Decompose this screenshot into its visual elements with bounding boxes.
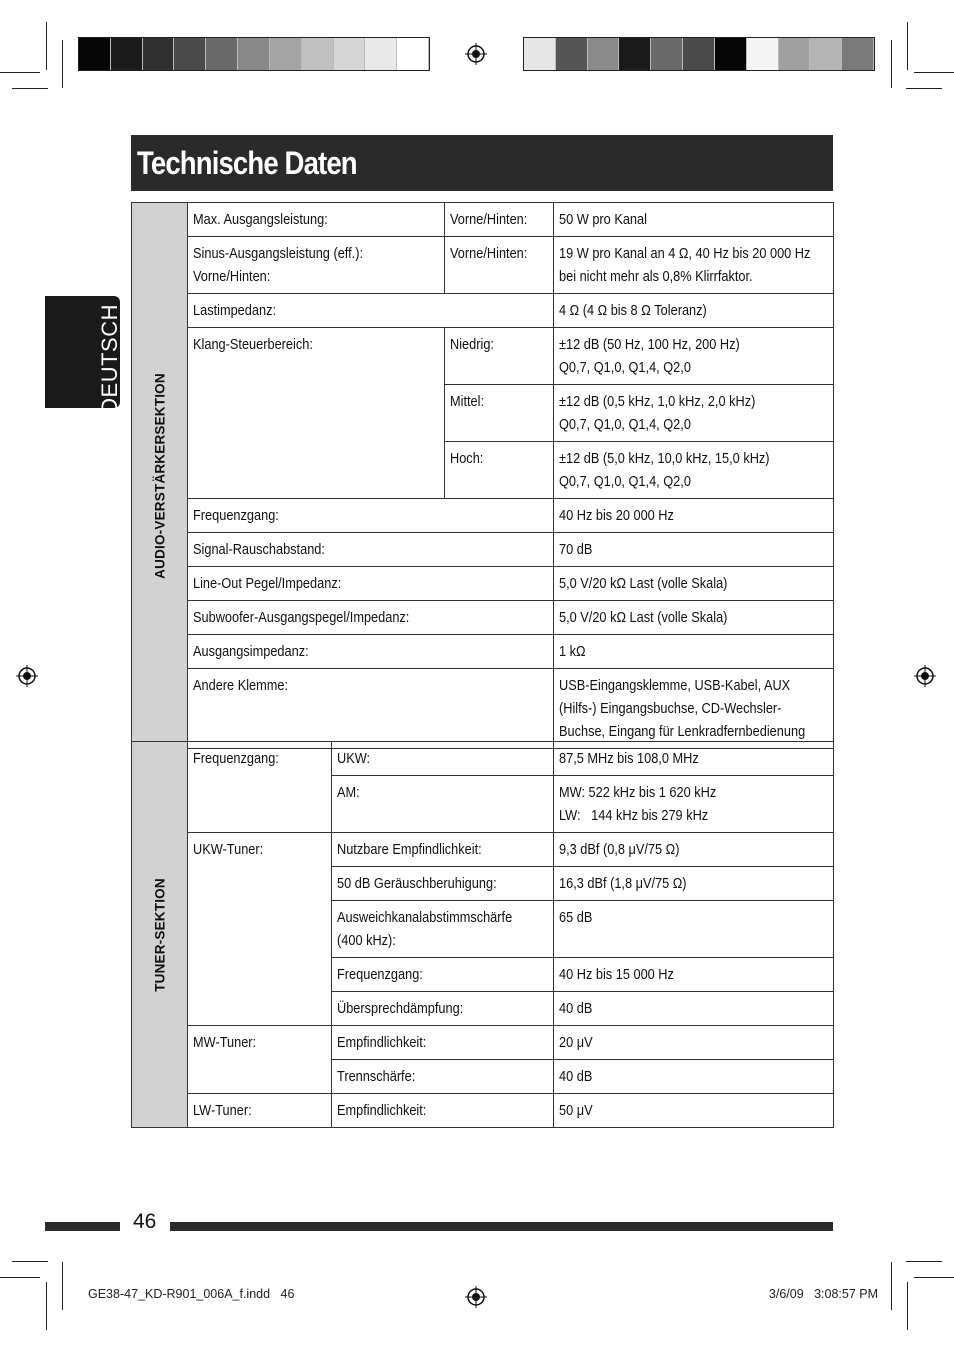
crop-mark <box>914 72 954 73</box>
crop-mark <box>12 1261 48 1262</box>
spec-sublabel: Hoch: <box>445 442 554 499</box>
crop-mark <box>906 1261 942 1262</box>
spec-label: Lastimpedanz: <box>188 294 554 328</box>
section-label: TUNER-SEKTION <box>152 877 167 992</box>
spec-sublabel: Vorne/Hinten: <box>445 237 554 294</box>
spec-label: Subwoofer-Ausgangspegel/Impedanz: <box>188 601 554 635</box>
color-swatch <box>397 38 429 70</box>
color-swatch <box>810 38 842 70</box>
spec-sublabel: Ausweichkanalabstimmschärfe (400 kHz): <box>332 901 554 958</box>
spec-value: MW: 522 kHz bis 1 620 kHz LW: 144 kHz bis 279 kHz <box>554 776 834 833</box>
color-swatch <box>556 38 588 70</box>
spec-value: 4 Ω (4 Ω bis 8 Ω Toleranz) <box>554 294 834 328</box>
crop-mark <box>891 1262 892 1310</box>
spec-value: 87,5 MHz bis 108,0 MHz <box>554 742 834 776</box>
color-swatch <box>206 38 238 70</box>
spec-label: Frequenzgang: <box>188 742 332 833</box>
page-title: Technische Daten <box>137 145 357 181</box>
spec-value: 40 Hz bis 15 000 Hz <box>554 958 834 992</box>
color-swatch <box>302 38 334 70</box>
spec-sublabel: Empfindlichkeit: <box>332 1094 554 1128</box>
spec-value: 5,0 V/20 kΩ Last (volle Skala) <box>554 601 834 635</box>
crop-mark <box>62 40 63 88</box>
grayscale-bar-right <box>523 37 875 71</box>
tuner-spec-table <box>131 741 834 1128</box>
spec-sublabel: Nutzbare Empfindlichkeit: <box>332 833 554 867</box>
color-swatch <box>270 38 302 70</box>
spec-label: UKW-Tuner: <box>188 833 332 1026</box>
color-swatch <box>174 38 206 70</box>
registration-target-icon <box>16 665 38 687</box>
crop-mark <box>46 1282 47 1330</box>
spec-label: Line-Out Pegel/Impedanz: <box>188 567 554 601</box>
color-swatch <box>651 38 683 70</box>
spec-sublabel: UKW: <box>332 742 554 776</box>
section-label: AUDIO-VERSTÄRKERSEKTION <box>152 372 167 579</box>
grayscale-bar-left <box>78 37 430 71</box>
spec-value: 16,3 dBf (1,8 μV/75 Ω) <box>554 867 834 901</box>
spec-label: Andere Klemme: <box>188 669 554 749</box>
section-label-cell <box>132 203 188 749</box>
spec-label: MW-Tuner: <box>188 1026 332 1094</box>
spec-value: 50 W pro Kanal <box>554 203 834 237</box>
color-swatch <box>238 38 270 70</box>
spec-sublabel: 50 dB Geräuschberuhigung: <box>332 867 554 901</box>
spec-value: 19 W pro Kanal an 4 Ω, 40 Hz bis 20 000 Hz bei nicht mehr als 0,8% Klirrfaktor. <box>554 237 834 294</box>
color-swatch <box>842 38 874 70</box>
color-swatch <box>524 38 556 70</box>
crop-mark <box>46 22 47 70</box>
crop-mark <box>891 40 892 88</box>
footer-rule-left <box>45 1222 120 1231</box>
color-swatch <box>619 38 651 70</box>
footer-rule-right <box>170 1222 833 1231</box>
spec-sublabel: Niedrig: <box>445 328 554 385</box>
spec-value: ±12 dB (0,5 kHz, 1,0 kHz, 2,0 kHz) Q0,7, Q1,0, Q1,4, Q2,0 <box>554 385 834 442</box>
spec-value: 40 dB <box>554 992 834 1026</box>
spec-sublabel: Vorne/Hinten: <box>445 203 554 237</box>
crop-mark <box>0 1277 40 1278</box>
color-swatch <box>111 38 143 70</box>
page-title-banner <box>131 135 833 191</box>
spec-label: Max. Ausgangsleistung: <box>188 203 445 237</box>
audio-spec-table <box>131 202 834 749</box>
spec-label: Sinus-Ausgangsleistung (eff.): Vorne/Hinten: <box>188 237 445 294</box>
spec-sublabel: Frequenzgang: <box>332 958 554 992</box>
crop-mark <box>12 88 48 89</box>
color-swatch <box>365 38 397 70</box>
crop-mark <box>907 22 908 70</box>
spec-value: 9,3 dBf (0,8 μV/75 Ω) <box>554 833 834 867</box>
crop-mark <box>0 72 40 73</box>
spec-label: Ausgangsimpedanz: <box>188 635 554 669</box>
color-swatch <box>683 38 715 70</box>
crop-mark <box>907 1282 908 1330</box>
spec-value: ±12 dB (5,0 kHz, 10,0 kHz, 15,0 kHz) Q0,7, Q1,0, Q1,4, Q2,0 <box>554 442 834 499</box>
spec-label: Signal-Rauschabstand: <box>188 533 554 567</box>
spec-label: Frequenzgang: <box>188 499 554 533</box>
color-swatch <box>143 38 175 70</box>
color-swatch <box>334 38 366 70</box>
language-tab <box>45 296 122 414</box>
language-tab-label: DEUTSCH <box>97 304 122 414</box>
registration-target-icon <box>465 43 487 65</box>
spec-value: 65 dB <box>554 901 834 958</box>
spec-value: 40 dB <box>554 1060 834 1094</box>
spec-value: 20 μV <box>554 1026 834 1060</box>
page-number: 46 <box>133 1210 157 1233</box>
print-slug-date: 3/6/09 3:08:57 PM <box>768 1287 878 1301</box>
registration-target-icon <box>465 1286 487 1308</box>
color-swatch <box>588 38 620 70</box>
spec-value: 40 Hz bis 20 000 Hz <box>554 499 834 533</box>
spec-label: Klang-Steuerbereich: <box>188 328 445 499</box>
color-swatch <box>779 38 811 70</box>
color-swatch <box>747 38 779 70</box>
spec-sublabel: Übersprechdämpfung: <box>332 992 554 1026</box>
color-swatch <box>715 38 747 70</box>
spec-sublabel: Mittel: <box>445 385 554 442</box>
spec-value: USB-Eingangsklemme, USB-Kabel, AUX (Hilfs-) Eingangsbuchse, CD-Wechsler- Buchse, Eingang für Lenkradfernbedienung <box>554 669 834 749</box>
spec-sublabel: AM: <box>332 776 554 833</box>
print-slug-file: GE38-47_KD-R901_006A_f.indd 46 <box>88 1287 295 1301</box>
spec-value: 50 μV <box>554 1094 834 1128</box>
spec-sublabel: Trennschärfe: <box>332 1060 554 1094</box>
section-label-cell <box>132 742 188 1128</box>
spec-value: ±12 dB (50 Hz, 100 Hz, 200 Hz) Q0,7, Q1,0, Q1,4, Q2,0 <box>554 328 834 385</box>
color-swatch <box>79 38 111 70</box>
crop-mark <box>62 1262 63 1310</box>
spec-label: LW-Tuner: <box>188 1094 332 1128</box>
spec-sublabel: Empfindlichkeit: <box>332 1026 554 1060</box>
spec-value: 5,0 V/20 kΩ Last (volle Skala) <box>554 567 834 601</box>
spec-value: 1 kΩ <box>554 635 834 669</box>
crop-mark <box>914 1277 954 1278</box>
registration-target-icon <box>914 665 936 687</box>
crop-mark <box>906 88 942 89</box>
spec-value: 70 dB <box>554 533 834 567</box>
